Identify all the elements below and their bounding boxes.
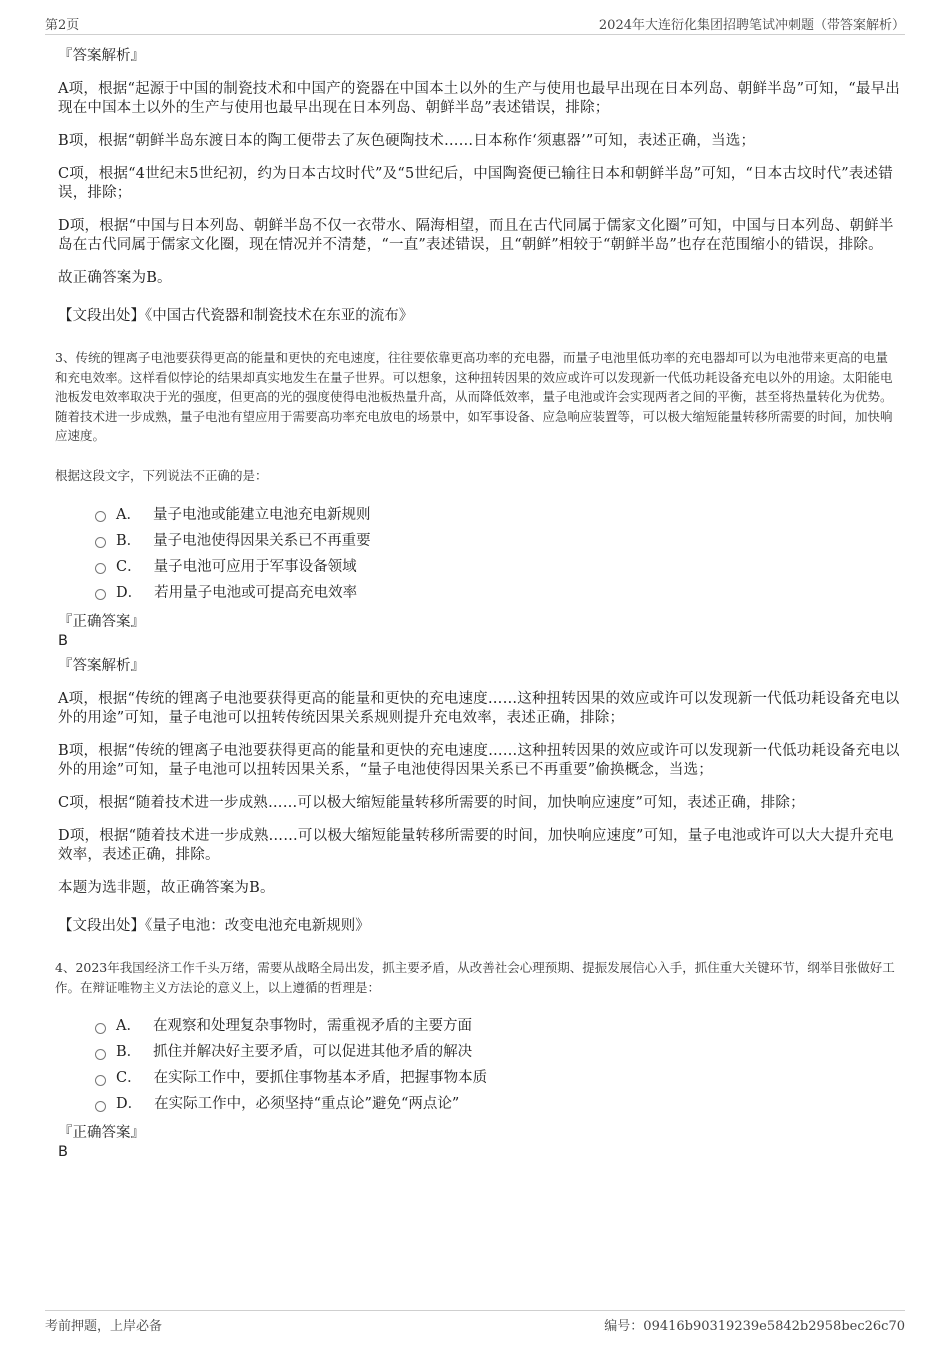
radio-icon[interactable]	[95, 1049, 106, 1060]
q2-source: 【文段出处】《中国古代瓷器和制瓷技术在东亚的流布》	[58, 308, 414, 324]
q3-option-b[interactable]	[95, 528, 900, 554]
q3-analysis-label: 『答案解析』	[58, 657, 145, 674]
document-title: 2024年大连衍化集团招聘笔试冲刺题（带答案解析）	[598, 18, 905, 33]
q3-answer: B	[58, 632, 68, 649]
q3-source: 【文段出处】《量子电池：改变电池充电新规则》	[58, 917, 370, 934]
option-letter: C．	[116, 1070, 142, 1087]
q4-answer: B	[58, 1144, 68, 1161]
radio-icon[interactable]	[95, 1075, 106, 1086]
q4-options	[95, 1013, 900, 1117]
q3-answer-label: 『正确答案』	[58, 613, 145, 630]
q2-analysis-c: C项，根据“4世纪末5世纪初，约为日本古坟时代”及“5世纪后，中国陶瓷便已输往日本和朝鲜半岛”可知，“日本古坟时代”表述错误，排除；	[58, 166, 893, 201]
option-text: 量子电池或能建立电池充电新规则	[152, 506, 371, 523]
option-text: 在观察和处理复杂事物时，需重视矛盾的主要方面	[152, 1018, 472, 1035]
q3-option-d[interactable]	[95, 580, 900, 606]
q3-conclusion: 本题为选非题，故正确答案为B。	[58, 879, 275, 896]
radio-icon[interactable]	[95, 511, 106, 522]
q3-analysis-c: C项，根据“随着技术进一步成熟……可以极大缩短能量转移所需要的时间，加快响应速度”可知，表述正确，排除；	[58, 794, 805, 811]
q4-stem: 4、2023年我国经济工作千头万绪，需要从战略全局出发，抓主要矛盾，从改善社会心理预期、提振发展信心入手，抓住重大关键环节，纲举目张做好工作。在辩证唯物主义方法论的意义上，以上遵循的哲理是：	[55, 959, 895, 995]
option-text: 若用量子电池或可提高充电效率	[154, 584, 358, 601]
document-id: 编号：09416b90319239e5842b2958bec26c70	[604, 1319, 905, 1334]
q2-conclusion: 故正确答案为B。	[58, 270, 172, 286]
option-letter: B．	[116, 1044, 142, 1061]
radio-icon[interactable]	[95, 563, 106, 574]
option-letter: A．	[116, 1018, 141, 1035]
q3-option-c[interactable]	[95, 554, 900, 580]
q3-analysis-d: D项，根据“随着技术进一步成熟……可以极大缩短能量转移所需要的时间，加快响应速度”可知，量子电池或许可以大大提升充电效率，表述正确，排除。	[58, 827, 894, 863]
option-text: 在实际工作中，要抓住事物基本矛盾，把握事物本质	[153, 1070, 488, 1087]
q3-analysis-a: A项，根据“传统的锂离子电池要获得更高的能量和更快的充电速度……这种扭转因果的效应或许可以发现新一代低功耗设备充电以外的用途”可知，量子电池可以扭转传统因果关系规则提升充电效率，表述正确，排除；	[58, 690, 900, 726]
q4-option-b[interactable]	[95, 1039, 900, 1065]
page-content	[55, 40, 900, 1161]
q2-analysis-b: B项，根据“朝鲜半岛东渡日本的陶工便带去了灰色硬陶技术……日本称作‘须惠器’”可知，表述正确，当选；	[58, 133, 756, 149]
option-letter: A．	[116, 506, 141, 523]
q3-stem: 3、传统的锂离子电池要获得更高的能量和更快的充电速度，往往要依靠更高功率的充电器，而量子电池里低功率的充电器却可以为电池带来更高的电量和充电效率。这样看似悖论的结果却真实地发生在量子世界。可以想象，这种扭转因果的效应或许可以发现新一代低功耗设备充电以外的用途。太阳能电池板发电效率取决于光的强度，但更高的光的强度使得电池板热量升高，从而降低效率，量子电池或许会实现两者之间的平衡，甚至将热量转化为优势。随着技术进一步成熟，量子电池有望应用于需要高功率充电放电的场景中，如军事设备、应急响应装置等，可以极大缩短能量转移所需要的时间，加快响应速度。	[55, 350, 893, 444]
q3-prompt: 根据这段文字，下列说法不正确的是：	[55, 467, 268, 483]
page-footer	[45, 1310, 905, 1333]
option-letter: D．	[116, 1096, 143, 1113]
footer-slogan: 考前押题，上岸必备	[45, 1319, 163, 1334]
q4-answer-label: 『正确答案』	[58, 1125, 145, 1142]
radio-icon[interactable]	[95, 589, 106, 600]
q2-analysis-label: 『答案解析』	[58, 48, 145, 64]
option-letter: B．	[116, 532, 142, 549]
option-text: 在实际工作中，必须坚持“重点论”避免“两点论”	[154, 1096, 460, 1113]
page-header	[45, 14, 905, 35]
radio-icon[interactable]	[95, 537, 106, 548]
q2-analysis-d: D项，根据“中国与日本列岛、朝鲜半岛不仅一衣带水、隔海相望，而且在古代同属于儒家文化圈”可知，中国与日本列岛、朝鲜半岛在古代同属于儒家文化圈，现在情况并不清楚，“一直”表述错误，且“朝鲜”相较于“朝鲜半岛”也存在范围缩小的错误，排除。	[58, 218, 894, 253]
option-text: 抓住并解决好主要矛盾，可以促进其他矛盾的解决	[153, 1044, 473, 1061]
q3-analysis-b: B项，根据“传统的锂离子电池要获得更高的能量和更快的充电速度……这种扭转因果的效应或许可以发现新一代低功耗设备充电以外的用途”可知，量子电池可以扭转因果关系，“量子电池使得因果关系已不再重要”偷换概念，当选；	[58, 742, 900, 778]
option-letter: C．	[116, 558, 142, 575]
option-text: 量子电池使得因果关系已不再重要	[153, 532, 371, 549]
q3-option-a[interactable]	[95, 502, 900, 528]
q3-options	[95, 502, 900, 606]
q2-analysis-a: A项，根据“起源于中国的制瓷技术和中国产的瓷器在中国本土以外的生产与使用也最早出现在日本列岛、朝鲜半岛”可知，“最早出现在中国本土以外的生产与使用也最早出现在日本列岛、朝鲜半岛”表述错误，排除；	[58, 81, 901, 116]
page-number: 第2页	[45, 18, 80, 33]
radio-icon[interactable]	[95, 1101, 106, 1112]
option-text: 量子电池可应用于军事设备领域	[153, 558, 357, 575]
q4-option-c[interactable]	[95, 1065, 900, 1091]
q4-option-d[interactable]	[95, 1091, 900, 1117]
option-letter: D．	[116, 584, 143, 601]
radio-icon[interactable]	[95, 1023, 106, 1034]
q4-option-a[interactable]	[95, 1013, 900, 1039]
